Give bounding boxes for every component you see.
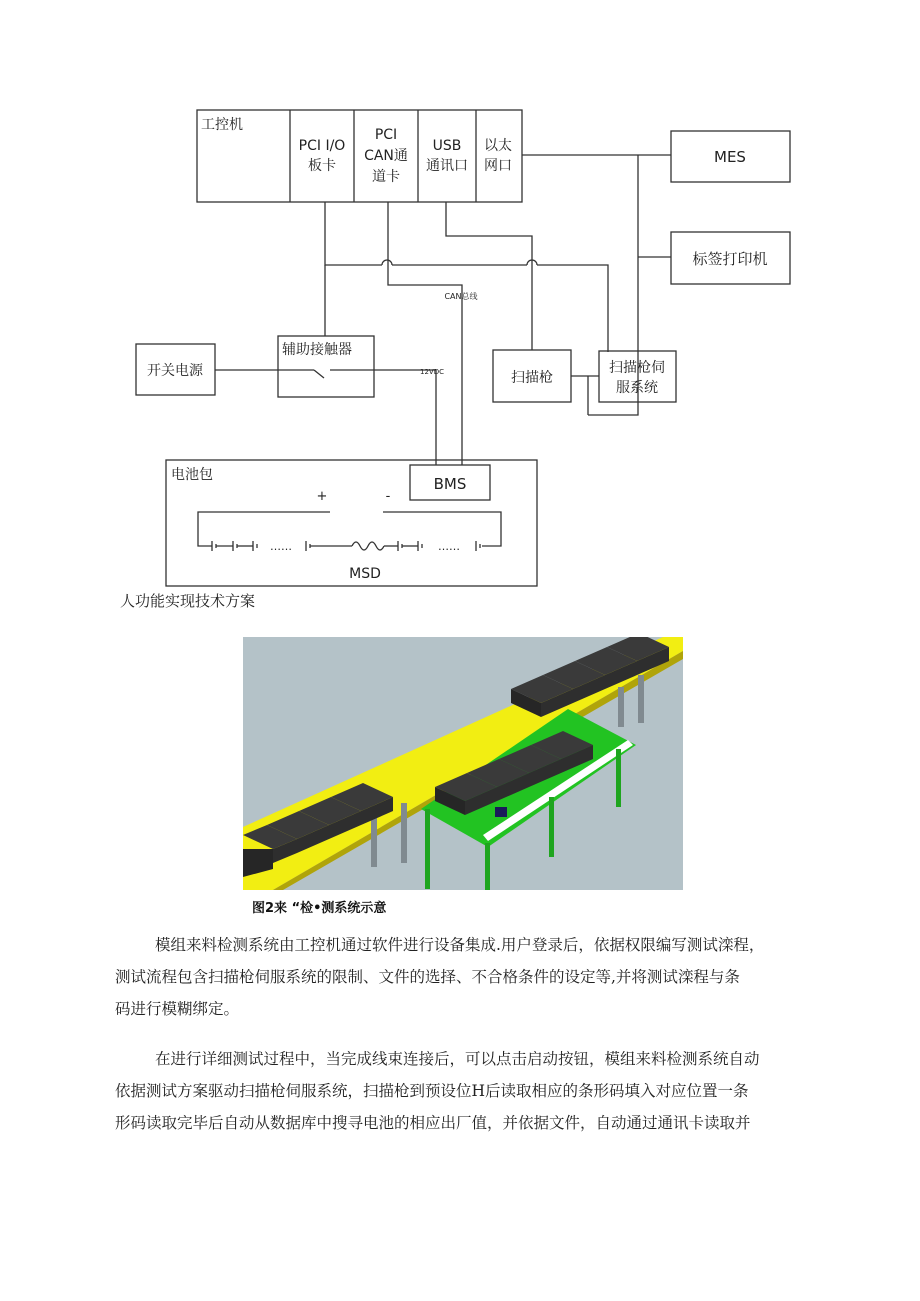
paragraph-2 (115, 1043, 825, 1139)
paragraph-1-line-3: 码进行模糊绑定。 (115, 1000, 240, 1018)
battery-pack-label: 电池包 (171, 467, 213, 483)
vdc-label: 12VDC (420, 368, 444, 376)
paragraph-1-line-1: 模组来料检测系统由工控机通过软件进行设备集成.用户登录后，依据权限编写测试滦程， (155, 936, 765, 954)
usb-label-1: USB (432, 138, 462, 154)
scanner-label: 扫描枪 (511, 370, 553, 386)
paragraph-2-line-1: 在进行详细测试过程中，当完成线束连接后，可以点击启动按钮，模组来料检测系统自动 (155, 1050, 760, 1068)
usb-label-2: 通讯口 (426, 158, 468, 174)
msd-label: MSD (349, 566, 381, 582)
paragraph-2-line-2: 依据测试方案驱动扫描枪伺服系统，扫描枪到预设位H后读取相应的条形码填入对应位置一条 (115, 1082, 749, 1100)
mes-label: MES (714, 148, 746, 166)
system-architecture-diagram (0, 0, 920, 600)
pci-can-label-3: 道卡 (372, 169, 400, 185)
power-supply-label: 开关电源 (147, 363, 203, 379)
ipc-label: 工控机 (201, 117, 243, 133)
aux-contactor-label: 辅助接触器 (282, 342, 352, 358)
paragraph-1 (115, 929, 825, 1025)
scanner-servo-label-1: 扫描枪伺 (609, 360, 665, 376)
pci-io-label-1: PCI I/O (298, 138, 346, 154)
cells-ellipsis-left: …… (270, 540, 292, 553)
can-bus-label: CAN总线 (444, 292, 478, 301)
ipc-box (197, 110, 522, 202)
paragraph-2-line-3: 形码读取完毕后自动从数据库中搜寻电池的相应出厂值，并依据文件，自动通过通讯卡读取并 (115, 1114, 751, 1132)
figure-caption: 图2来 “检•测系统示意 (252, 901, 387, 916)
plus-terminal: + (316, 489, 328, 504)
paragraph-1-line-2: 测试流程包含扫描枪伺服系统的限制、文件的选择、不合格条件的设定等,并将测试滦程与条 (115, 968, 740, 986)
minus-terminal: - (385, 489, 391, 504)
cells-ellipsis-right: …… (438, 540, 460, 553)
ethernet-label-2: 网口 (484, 158, 512, 174)
label-printer-label: 标签打印机 (692, 250, 768, 268)
pci-io-label-2: 板卡 (308, 158, 336, 174)
bms-label: BMS (433, 475, 467, 493)
section-caption: 人功能实现技术方案 (120, 592, 256, 610)
inspection-system-render (243, 637, 683, 890)
scanner-head (495, 807, 507, 817)
pci-can-label-2: CAN通 (364, 148, 408, 164)
pci-can-label-1: PCI (374, 127, 398, 143)
scanner-servo-label-2: 服系统 (616, 380, 658, 396)
ethernet-label-1: 以太 (484, 138, 512, 154)
